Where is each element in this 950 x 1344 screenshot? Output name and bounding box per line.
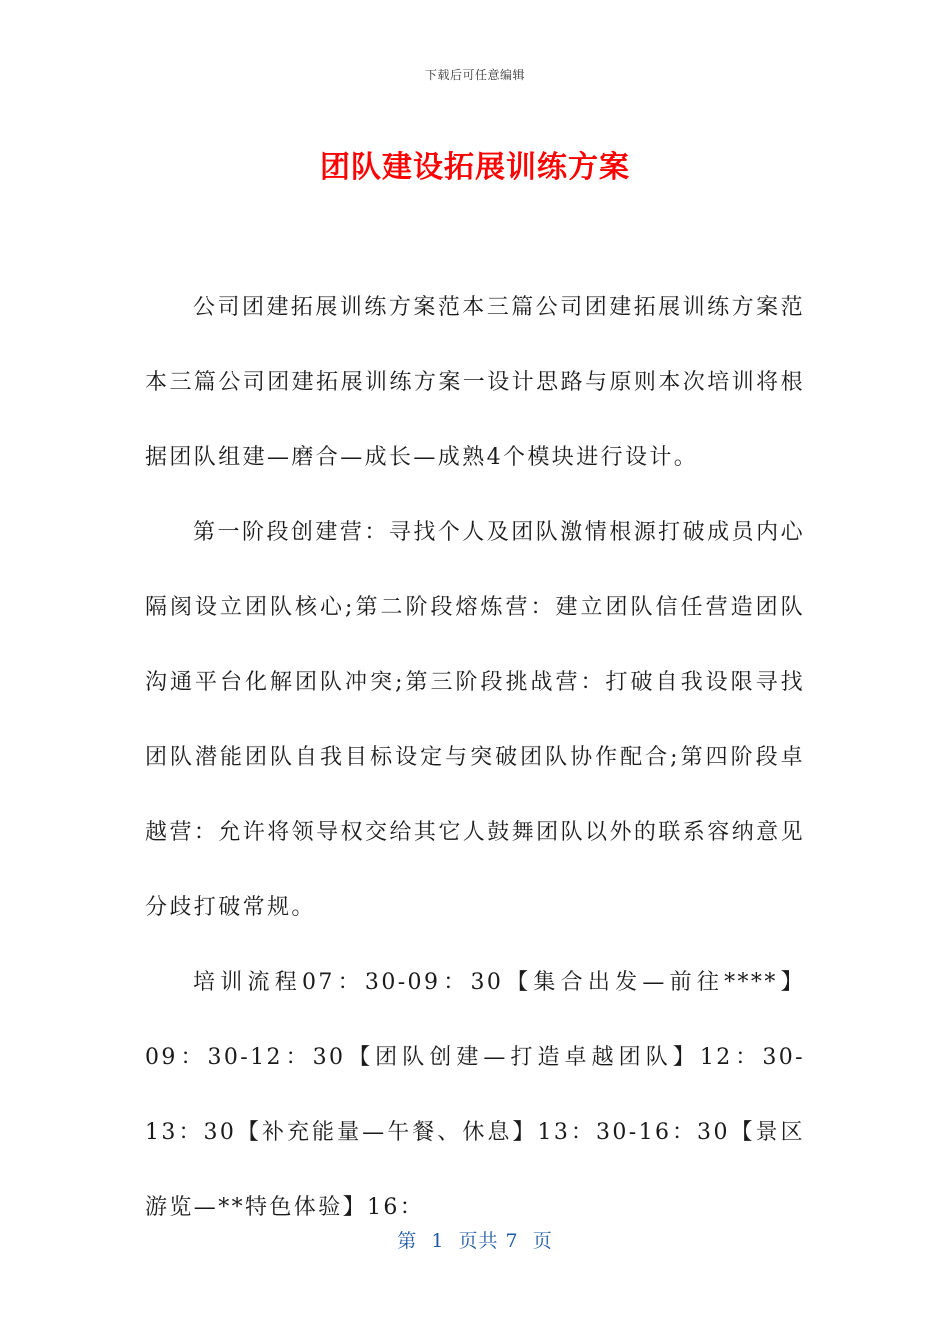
header-note: 下载后可任意编辑 (424, 68, 525, 82)
page-number-footer: 第 1 页共 7 页 (397, 1230, 553, 1252)
document-body (145, 270, 805, 1245)
paragraph-schedule: 培训流程07：30-09：30【集合出发—前往****】09：30-12：30【团队创建—打造卓越团队】12：30-13：30【补充能量—午餐、休息】13：30-16：30【景区游览—**特色体验】16： (145, 970, 805, 1220)
paragraph-stages: 第一阶段创建营：寻找个人及团队激情根源打破成员内心隔阂设立团队核心;第二阶段熔炼营：建立团队信任营造团队沟通平台化解团队冲突;第三阶段挑战营：打破自我设限寻找团队潜能团队自我目标设定与突破团队协作配合;第四阶段卓越营：允许将领导权交给其它人鼓舞团队以外的联系容纳意见分歧打破常规。 (145, 520, 805, 920)
paragraph-intro: 公司团建拓展训练方案范本三篇公司团建拓展训练方案范本三篇公司团建拓展训练方案一设计思路与原则本次培训将根据团队组建—磨合—成长—成熟4个模块进行设计。 (145, 295, 805, 470)
document-title: 团队建设拓展训练方案 (320, 150, 630, 185)
